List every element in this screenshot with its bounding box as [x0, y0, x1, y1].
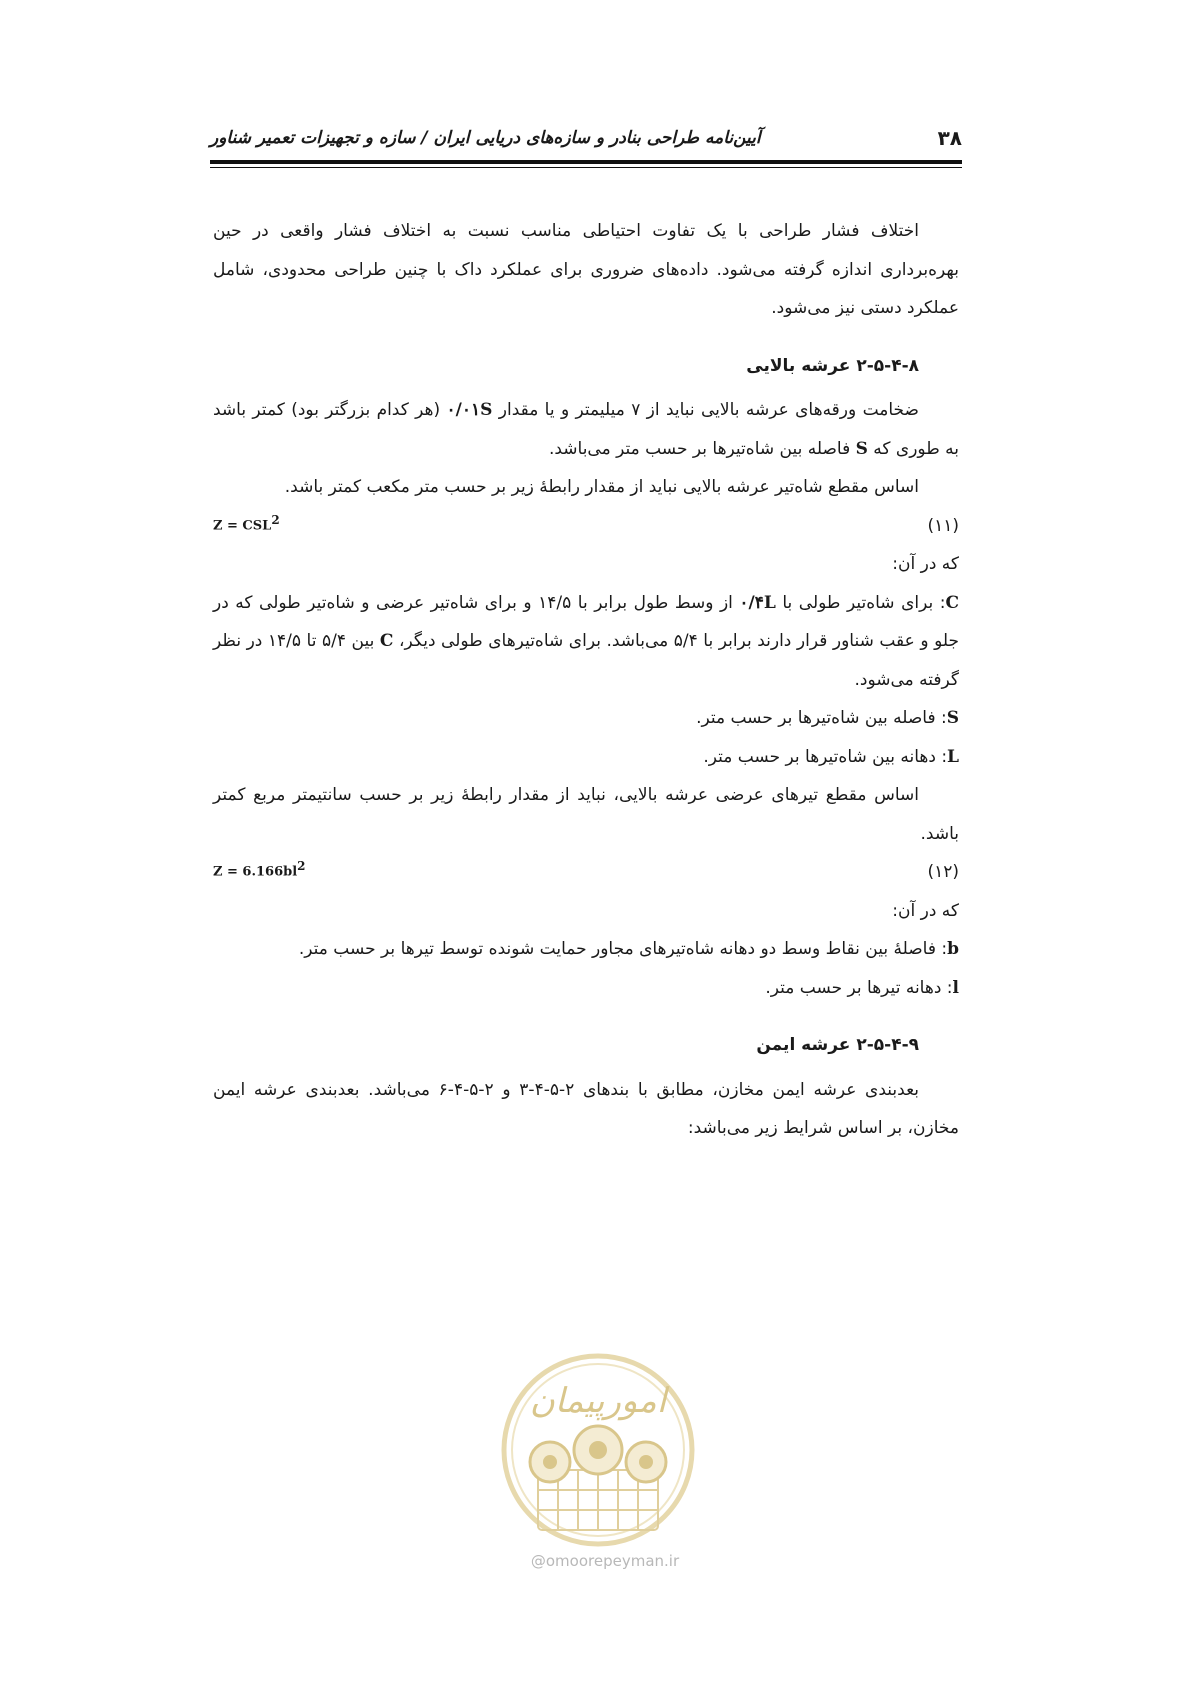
equation-number: (۱۱) — [927, 515, 959, 536]
equation-formula — [213, 847, 306, 892]
symbol-C: C — [945, 592, 959, 613]
watermark-logo — [498, 1350, 698, 1550]
where-label: که در آن: — [892, 554, 959, 574]
where-label: که در آن: — [892, 900, 959, 921]
symbol-0.01S: ۰/۰۱S — [446, 400, 493, 420]
symbol-S: S — [855, 438, 868, 459]
symbol-b: b — [947, 939, 959, 959]
paragraph-plate-thickness — [213, 391, 959, 468]
running-title: آیین‌نامه طراحی بنادر و سازه‌های دریایی ایران / سازه و تجهیزات تعمیر شناور — [210, 128, 761, 148]
text-run: : دهانه تیرها بر حسب متر. — [765, 977, 953, 998]
text-run: فاصله بین شاه‌تیرها بر حسب متر می‌باشد. — [548, 438, 856, 459]
symbol-0.4L: ۰/۴L — [739, 592, 776, 613]
formula-base: Z = CSL — [213, 517, 272, 533]
section-heading-safe-deck: ۲-۵-۴-۹ عرشه ایمن — [756, 1035, 919, 1055]
text-run: بین ۵/۴ تا ۱۴/۵ در نظر گرفته می‌شود. — [213, 631, 959, 690]
equation-12 — [213, 853, 959, 892]
text-run: ضخامت ورقه‌های عرشه بالایی نباید از ۷ میلیمتر و یا مقدار — [492, 400, 919, 420]
text-run: : دهانه بین شاه‌تیرها بر حسب متر. — [703, 746, 948, 767]
definition-l — [213, 969, 959, 1008]
text-run: : فاصلۀ بین نقاط وسط دو دهانه شاه‌تیرهای مجاور حمایت شونده توسط تیرها بر حسب متر. — [298, 939, 948, 959]
formula-exponent: 2 — [297, 859, 306, 873]
definition-C — [213, 584, 959, 700]
text-run: از وسط طول برابر با ۱۴/۵ و برای شاه‌تیر عرضی و شاه‌تیر طولی که در جلو و عقب شناور قرار دارند برابر با ۵/۴ می‌باشد. برای شاه‌تیرهای طولی دیگر، — [213, 592, 959, 651]
page-number: ۳۸ — [937, 126, 962, 150]
formula-base: Z = 6.166bl — [213, 864, 298, 880]
text-run: : برای شاه‌تیر طولی با — [775, 592, 946, 613]
symbol-S: S — [946, 708, 959, 728]
formula-exponent: 2 — [271, 512, 280, 527]
symbol-l: l — [952, 977, 959, 998]
definition-S — [213, 699, 959, 738]
equation-11 — [213, 507, 959, 546]
equation-number: (۱۲) — [927, 862, 959, 882]
paragraph-safe-deck: بعدبندی عرشه ایمن مخازن، مطابق با بندهای ۲-۵-۴-۳ و ۲-۵-۴-۶ می‌باشد. بعدبندی عرشه ایمن مخازن، بر اساس شرایط زیر می‌باشد: — [213, 1079, 959, 1138]
header-rule-thick — [210, 160, 962, 164]
logo-lettering: امورپیمان — [529, 1381, 667, 1421]
paragraph-girder-modulus: اساس مقطع شاه‌تیر عرشه بالایی نباید از مقدار رابطۀ زیر بر حسب متر مکعب کمتر باشد. — [284, 477, 919, 497]
paragraph-pressure: اختلاف فشار طراحی با یک تفاوت احتیاطی مناسب نسبت به اختلاف فشار واقعی در حین بهره‌برداری اندازه گرفته می‌شود. داده‌های ضروری برای عملکرد داک با چنین طراحی محدودی، شامل عملکرد دستی نیز می‌شود. — [213, 221, 959, 318]
text-run: : فاصله بین شاه‌تیرها بر حسب متر. — [696, 708, 947, 728]
page-header — [210, 122, 962, 164]
symbol-L: L — [947, 746, 959, 767]
text-run: (هر کدام بزرگتر بود) کمتر باشد به طوری که — [213, 400, 959, 459]
header-rule-thin — [210, 167, 962, 168]
page-body — [213, 212, 959, 1148]
section-heading-upper-deck: ۲-۵-۴-۸ عرشه بالایی — [746, 355, 919, 376]
paragraph-beam-modulus: اساس مقطع تیرهای عرضی عرشه بالایی، نباید از مقدار رابطۀ زیر بر حسب سانتیمتر مربع کمتر باشد. — [213, 785, 959, 844]
watermark-site: @omoorepeyman.ir — [530, 1552, 680, 1570]
symbol-C: C — [379, 631, 394, 651]
definition-b — [213, 930, 959, 969]
definition-L — [213, 738, 959, 777]
equation-formula — [213, 501, 280, 546]
